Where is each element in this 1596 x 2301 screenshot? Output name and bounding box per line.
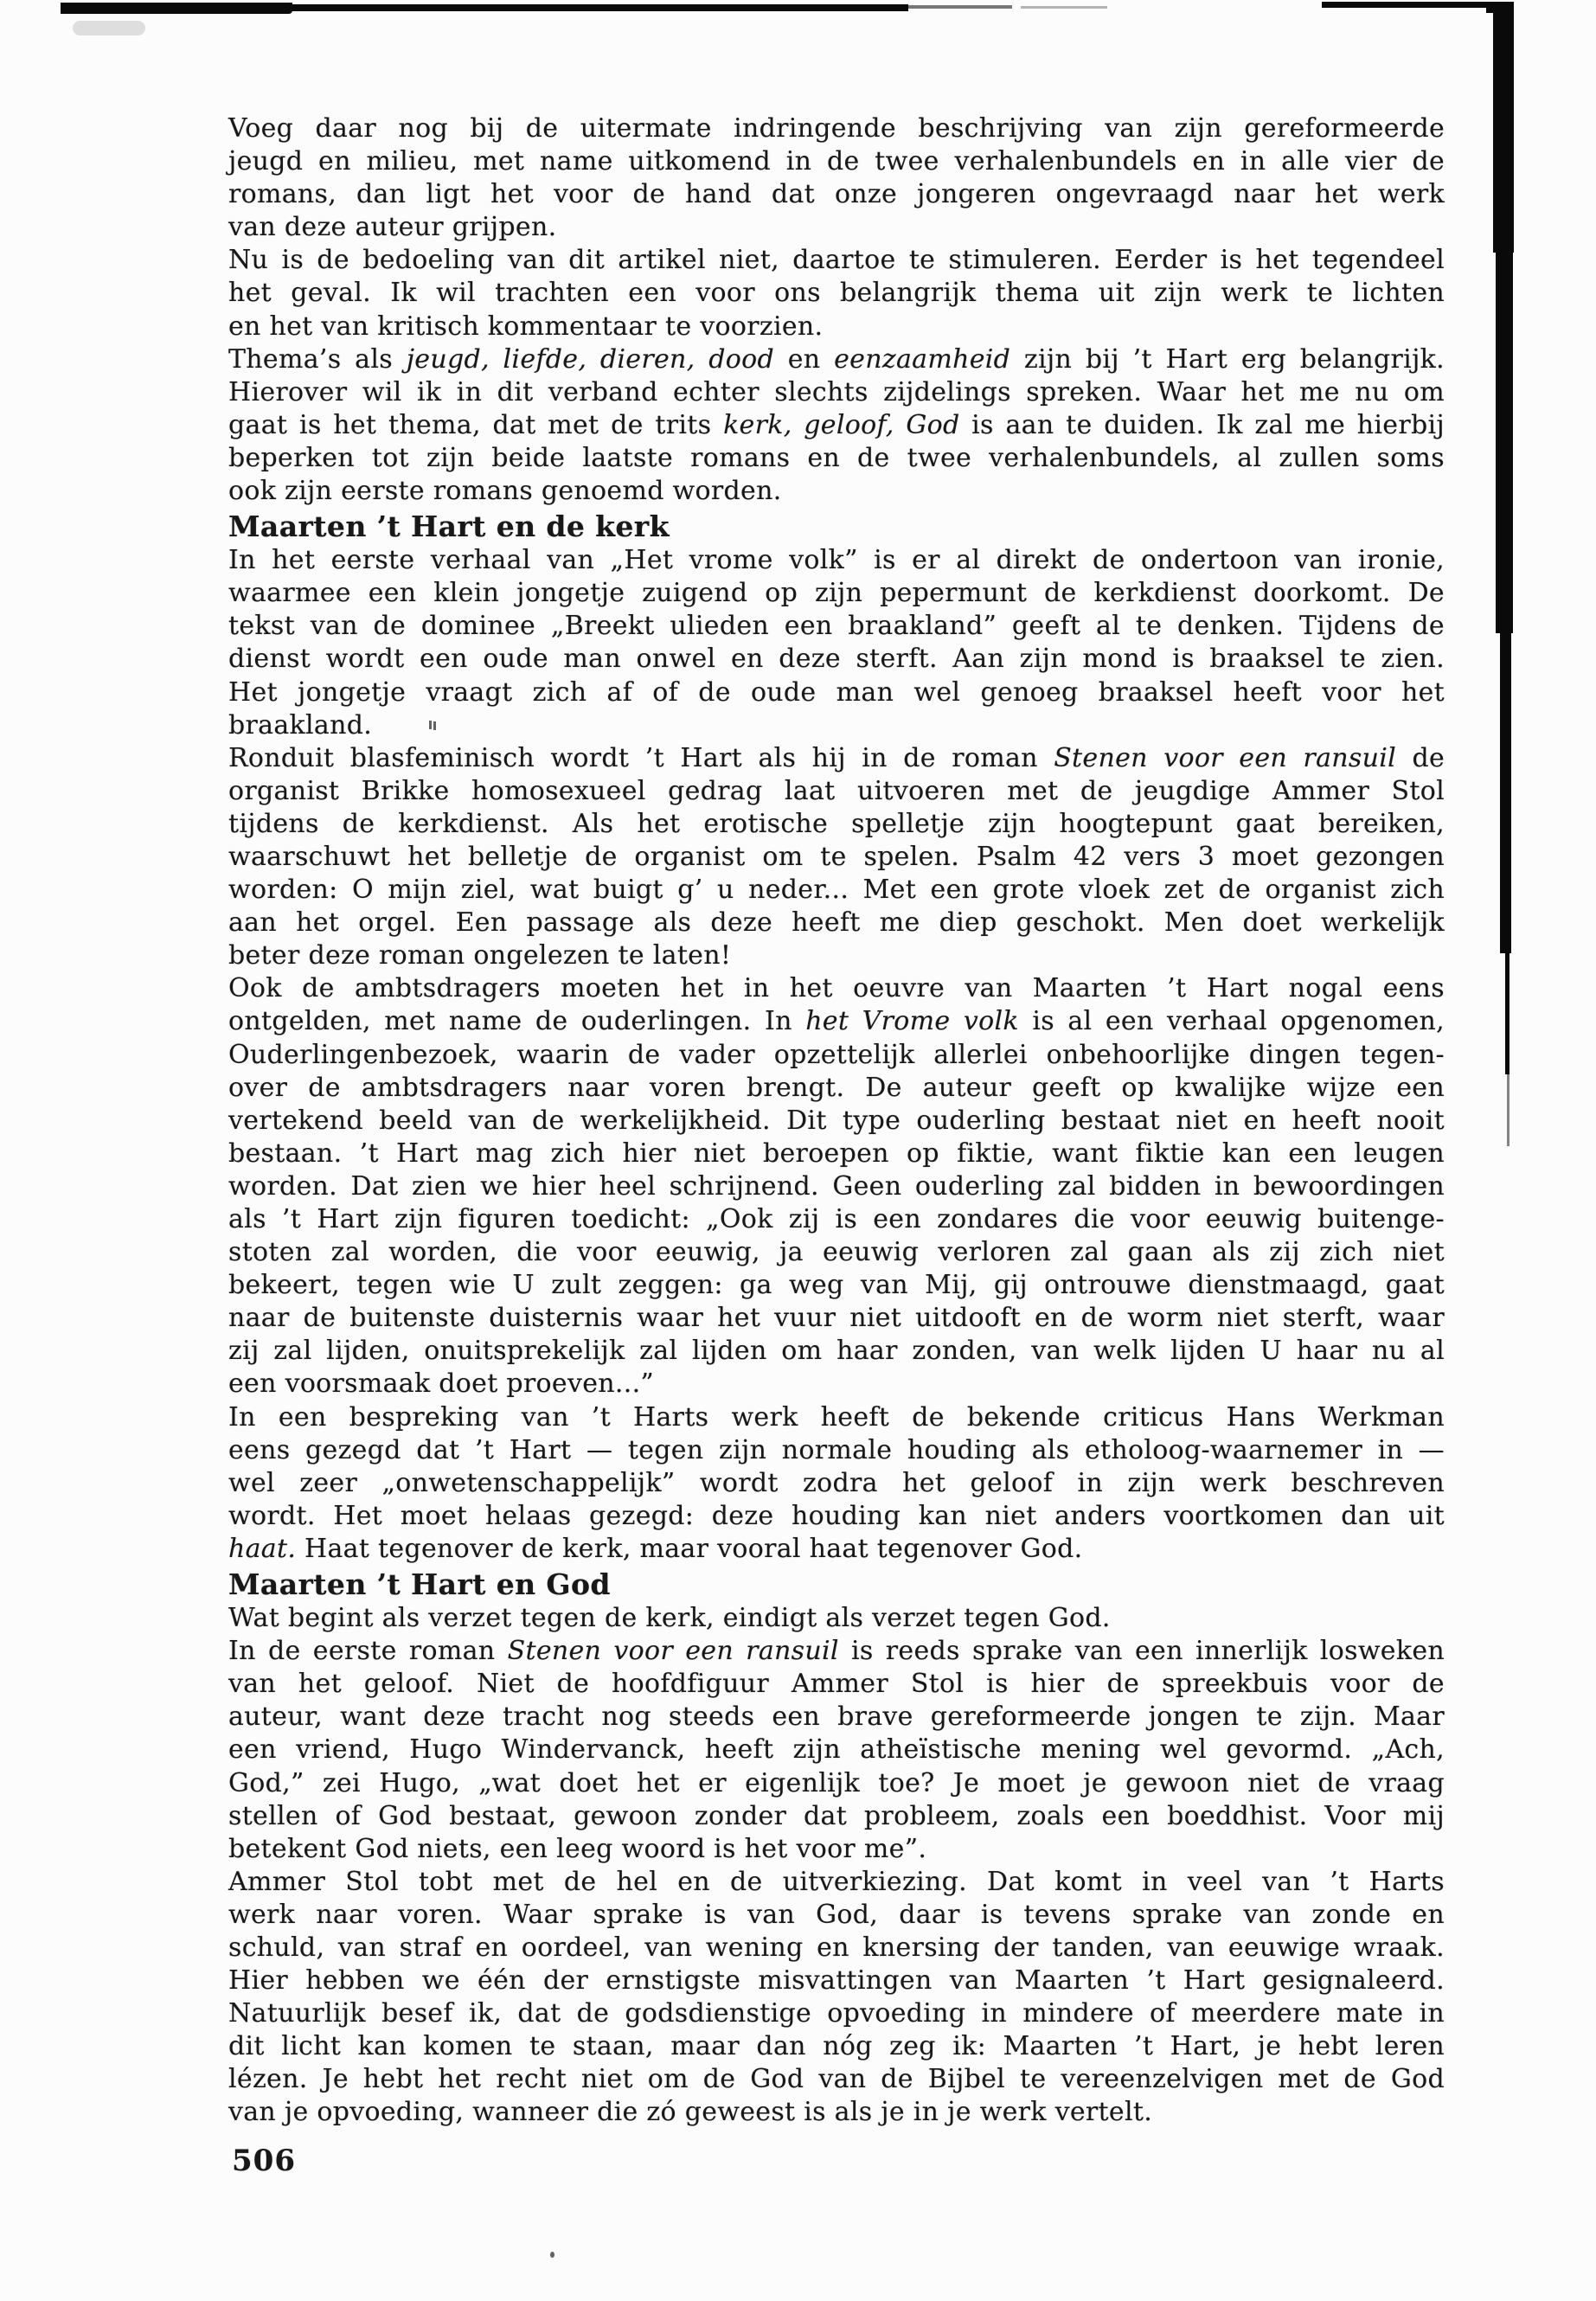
text-line: ontgelden, met name de ouderlingen. In het Vrome volk is al een verhaal opgenomen,: [228, 1006, 1445, 1037]
text-line: Hier hebben we één der ernstigste misvattingen van Maarten ’t Hart gesignaleerd.: [228, 1965, 1445, 1997]
text-line: beter deze roman ongelezen te laten!: [228, 940, 732, 971]
text-line: Hierover wil ik in dit verband echter slechts zijdelings spreken. Waar het me nu om: [228, 376, 1445, 407]
text-line: jeugd en milieu, met name uitkomend in de twee verhalenbundels en in alle vier de: [228, 146, 1445, 177]
text-line: Ronduit blasfeminisch wordt ’t Hart als hij in de roman Stenen voor een ransuil de: [228, 742, 1445, 773]
text-line: van deze auteur grijpen.: [228, 212, 557, 243]
scan-artifact-right-bar: [1500, 631, 1511, 953]
text-line: gaat is het thema, dat met de trits kerk, geloof, God is aan te duiden. Ik zal me hierbij: [228, 409, 1445, 440]
text-line: organist Brikke homosexueel gedrag laat uitvoeren met de jeugdige Ammer Stol: [228, 775, 1445, 806]
text-line: naar de buitenste duisternis waar het vuur niet uitdooft en de worm niet sterft, waar: [228, 1303, 1445, 1334]
scan-artifact-top-bar: [907, 5, 1012, 9]
scan-artifact-right-bar: [1505, 952, 1509, 1074]
text-line: en het van kritisch kommentaar te voorzien.: [228, 311, 824, 342]
section-heading: Maarten ’t Hart en God: [228, 1567, 611, 1602]
text-line: betekent God niets, een leeg woord is het voor me”.: [228, 1833, 927, 1864]
text-line: lézen. Je hebt het recht niet om de God van de Bijbel te vereenzelvigen met de God: [228, 2064, 1445, 2095]
scan-artifact-top-bar: [1322, 2, 1514, 8]
scan-artifact-ink-speck: [550, 2252, 554, 2258]
text-line: tekst van de dominee „Breekt ulieden een braakland” geeft al te denken. Tijdens de: [228, 611, 1445, 642]
text-line: Nu is de bedoeling van dit artikel niet, daartoe te stimuleren. Eerder is het tegendeel: [228, 245, 1445, 276]
scan-artifact-right-bar: [1493, 5, 1514, 253]
text-line: van het geloof. Niet de hoofdfiguur Ammer Stol is hier de spreekbuis voor de: [228, 1669, 1445, 1700]
text-line: zij zal lijden, onuitsprekelijk zal lijden om haar zonden, van welk lijden U haar nu al: [228, 1336, 1445, 1367]
text-line: Natuurlijk besef ik, dat de godsdienstige opvoeding in mindere of meerdere mate in: [228, 1998, 1445, 2029]
text-line: worden: O mijn ziel, wat buigt g’ u neder... Met een grote vloek zet de organist zich: [228, 875, 1445, 906]
page-number: 506: [232, 2144, 296, 2178]
text-line: vertekend beeld van de werkelijkheid. Dit type ouderling bestaat niet en heeft nooit: [228, 1105, 1445, 1136]
text-line: een vriend, Hugo Windervanck, heeft zijn atheïstische mening wel gevormd. „Ach,: [228, 1734, 1445, 1766]
text-line: In de eerste roman Stenen voor een ransuil is reeds sprake van een innerlijk losweken: [228, 1636, 1445, 1667]
scan-artifact-top-bar: [289, 4, 908, 11]
text-line: haat. Haat tegenover de kerk, maar vooral haat tegenover God.: [228, 1533, 1083, 1564]
text-line: als ’t Hart zijn figuren toedicht: „Ook zij is een zondares die voor eeuwig buitenge-: [228, 1204, 1445, 1234]
text-line: God,” zei Hugo, „wat doet het er eigenlijk toe? Je moet je gewoon niet de vraag: [228, 1767, 1445, 1798]
text-line: Thema’s als jeugd, liefde, dieren, dood en eenzaamheid zijn bij ’t Hart erg belangrijk.: [228, 343, 1445, 375]
text-line: Het jongetje vraagt zich af of de oude man wel genoeg braaksel heeft voor het: [228, 676, 1445, 708]
text-line: over de ambtsdragers naar voren brengt. De auteur geeft op kwalijke wijze een: [228, 1072, 1445, 1103]
text-line: bestaan. ’t Hart mag zich hier niet beroepen op fiktie, want fiktie kan een leugen: [228, 1138, 1445, 1169]
text-line: In een bespreking van ’t Harts werk heeft de bekende criticus Hans Werkman: [228, 1401, 1445, 1433]
text-line: wordt. Het moet helaas gezegd: deze houding kan niet anders voortkomen dan uit: [228, 1500, 1445, 1531]
text-line: wel zeer „onwetenschappelijk” wordt zodra het geloof in zijn werk beschreven: [228, 1467, 1445, 1498]
scan-artifact-top-bar: [1021, 6, 1107, 9]
text-line: beperken tot zijn beide laatste romans en de twee verhalenbundels, al zullen soms: [228, 442, 1445, 473]
text-line: schuld, van straf en oordeel, van wening en knersing der tanden, van eeuwige wraak.: [228, 1932, 1445, 1963]
text-line: dit licht kan komen te staan, maar dan nóg zeg ik: Maarten ’t Hart, je hebt leren: [228, 2031, 1445, 2062]
text-line: romans, dan ligt het voor de hand dat onze jongeren ongevraagd naar het werk: [228, 179, 1445, 210]
section-heading: Maarten ’t Hart en de kerk: [228, 510, 670, 544]
text-line: tijdens de kerkdienst. Als het erotische spelletje zijn hoogtepunt gaat bereiken,: [228, 808, 1445, 839]
text-line: aan het orgel. Een passage als deze heeft me diep geschokt. Men doet werkelijk: [228, 907, 1445, 939]
text-line: waarschuwt het belletje de organist om te spelen. Psalm 42 vers 3 moet gezongen: [228, 841, 1445, 872]
text-line: bekeert, tegen wie U zult zeggen: ga weg van Mij, gij ontrouwe dienstmaagd, gaat: [228, 1270, 1445, 1301]
text-line: braakland.: [228, 709, 373, 740]
scan-artifact-smudge: [73, 21, 145, 35]
text-line: het geval. Ik wil trachten een voor ons belangrijk thema uit zijn werk te lichten: [228, 278, 1445, 309]
scan-artifact-right-bar: [1507, 1073, 1509, 1146]
text-line: van je opvoeding, wanneer die zó geweest is als je in je werk vertelt.: [228, 2097, 1153, 2128]
text-line: stoten zal worden, die voor eeuwig, ja eeuwig verloren zal gaan als zij zich niet: [228, 1237, 1445, 1268]
text-line: ook zijn eerste romans genoemd worden.: [228, 476, 782, 507]
text-line: werk naar voren. Waar sprake is van God, daar is tevens sprake van zonde en: [228, 1899, 1445, 1930]
text-line: dienst wordt een oude man onwel en deze sterft. Aan zijn mond is braaksel te zien.: [228, 644, 1445, 675]
text-line: waarmee een klein jongetje zuigend op zijn pepermunt de kerkdienst doorkomt. De: [228, 578, 1445, 609]
text-line: stellen of God bestaat, gewoon zonder dat probleem, zoals een boeddhist. Voor mij: [228, 1800, 1445, 1831]
text-line: Wat begint als verzet tegen de kerk, eindigt als verzet tegen God.: [228, 1603, 1111, 1634]
text-line: Ook de ambtsdragers moeten het in het oeuvre van Maarten ’t Hart nogal eens: [228, 973, 1445, 1004]
text-line: Ammer Stol tobt met de hel en de uitverkiezing. Dat komt in veel van ’t Harts: [228, 1866, 1445, 1897]
scan-artifact-right-bar: [1496, 251, 1513, 633]
scan-artifact-top-bar: [61, 3, 292, 14]
text-line: In het eerste verhaal van „Het vrome volk” is er al direkt de ondertoon van ironie,: [228, 545, 1445, 576]
text-line: eens gezegd dat ’t Hart — tegen zijn normale houding als etholoog-waarnemer in —: [228, 1434, 1445, 1465]
text-column: [228, 112, 1445, 2130]
text-line: auteur, want deze tracht nog steeds een brave gereformeerde jongen te zijn. Maar: [228, 1702, 1445, 1733]
text-line: worden. Dat zien we hier heel schrijnend. Geen ouderling zal bidden in bewoordingen: [228, 1170, 1445, 1202]
text-line: Voeg daar nog bij de uitermate indringende beschrijving van zijn gereformeerde: [228, 113, 1445, 144]
text-line: Ouderlingenbezoek, waarin de vader opzettelijk allerlei onbehoorlijke dingen tegen-: [228, 1039, 1445, 1070]
text-line: een voorsmaak doet proeven...”: [228, 1368, 655, 1400]
